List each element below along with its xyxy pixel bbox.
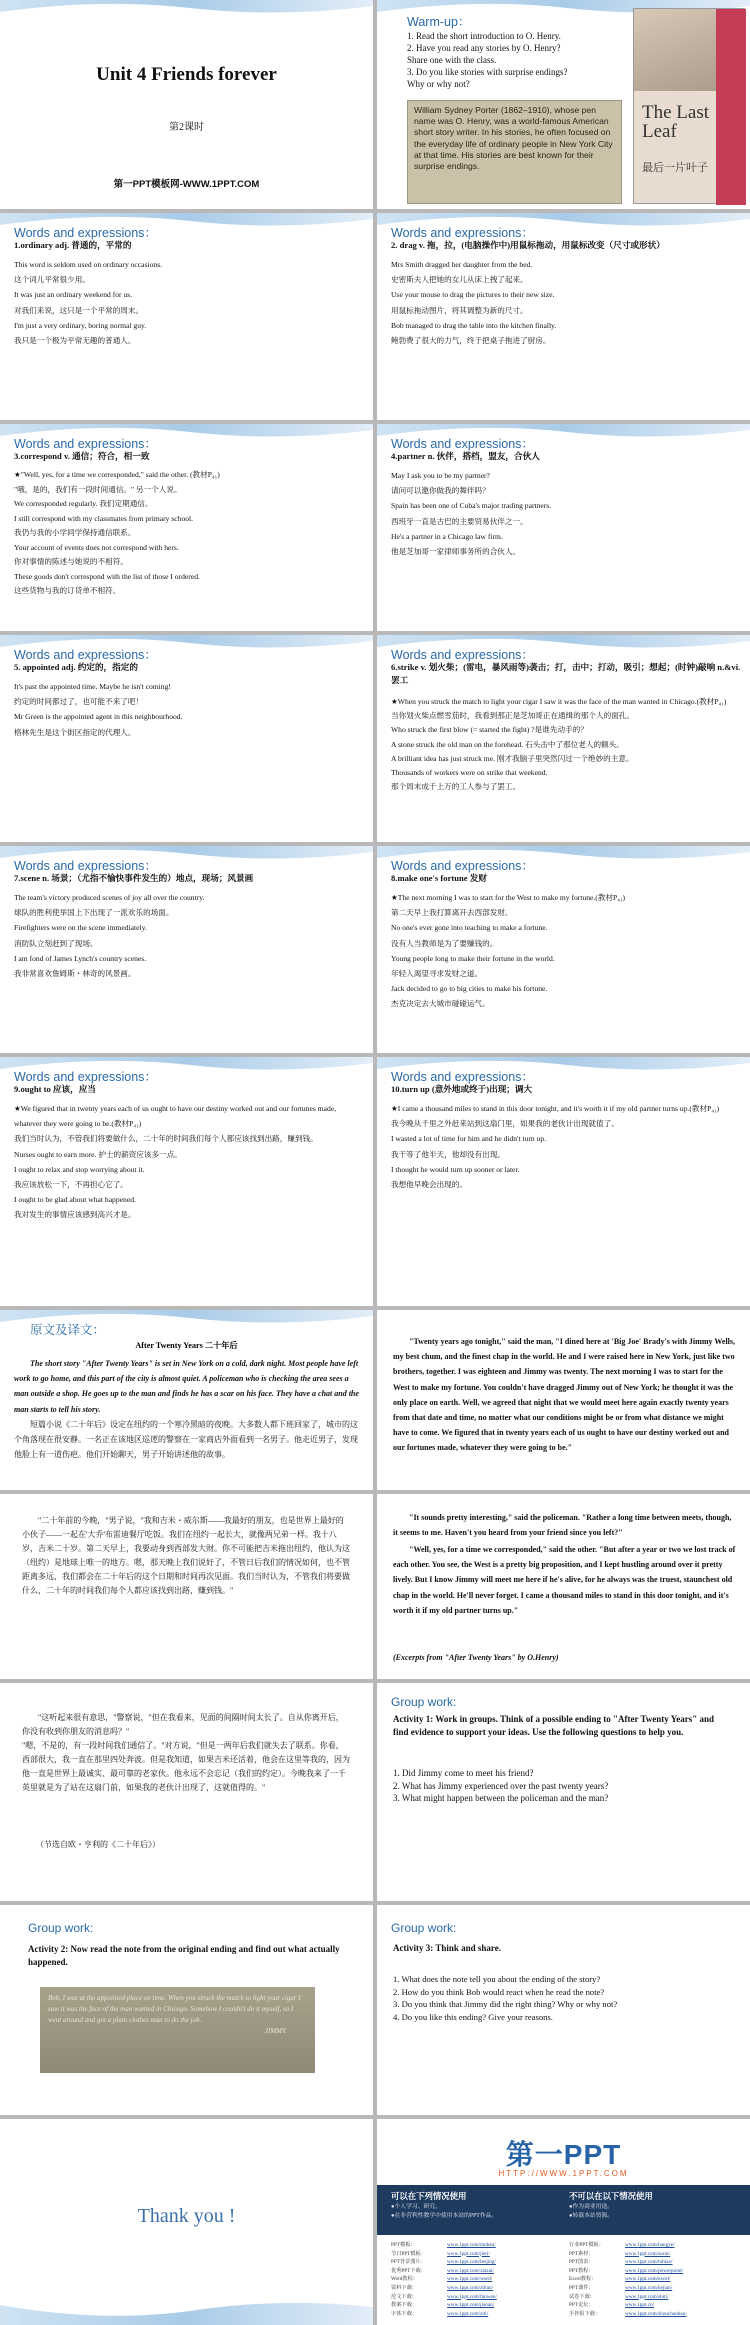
example-line: A stone struck the old man on the forehead. 石头击中了那位老人的额头。 — [391, 739, 624, 749]
slide-original-text — [0, 1310, 373, 1490]
slide-translation-part1 — [0, 1494, 373, 1679]
link-row — [391, 2258, 561, 2267]
section-heading: Words and expressions： — [14, 226, 157, 240]
example-line: 我仍与我的小学同学保持通信联系。 — [14, 528, 136, 537]
link-row — [569, 2258, 744, 2267]
example-line: Nurses ought to earn more. 护士的薪资应该多一点。 — [14, 1149, 182, 1159]
link-label: 资料下载： — [391, 2284, 417, 2291]
story-paragraph-2: "Well, yes, for a time we corresponded," said the other. "But after a year or two we lost track of each other. You see, the West is a pretty big proposition, and I kept hustling around over it pretty lively. But I know Jimmy will meet me here if he's alive, for he always was the truest, staunchest old chap in the world. He'll never forget. I came a thousand miles to stand in this door tonight, and it's worth it if my old partner turns up." — [393, 1545, 736, 1615]
link-row — [391, 2250, 561, 2259]
slide-thank-you — [0, 2119, 373, 2325]
thank-you-text: Thank you ! — [137, 2205, 236, 2227]
example-line: 杰克决定去大城市碰碰运气。 — [391, 999, 490, 1009]
link-row — [391, 2301, 561, 2310]
section-heading: Words and expressions： — [391, 1070, 534, 1084]
link-label: 手抄报下载： — [569, 2310, 601, 2317]
example-line: I ought to relax and stop worrying about it. — [14, 1164, 145, 1174]
link-url[interactable]: www.1ppt.com/hangye/ — [625, 2242, 675, 2248]
link-label: 范文下载： — [391, 2293, 417, 2300]
link-label: 节日PPT模板： — [391, 2250, 426, 2257]
slide-make-fortune — [377, 846, 750, 1053]
link-row — [569, 2310, 744, 2319]
question-item: 4. Do you like this ending? Give your reasons. — [393, 2011, 553, 2022]
example-line: We corresponded regularly. 我们定期通信。 — [14, 499, 153, 508]
example-line: 我非常喜欢詹姆斯・林奇的风景画。 — [14, 969, 136, 979]
example-list — [14, 468, 365, 599]
example-line: These goods don't correspond with the list of those I ordered. — [14, 571, 200, 581]
link-url[interactable]: www.1ppt.com/beijing/ — [447, 2259, 496, 2266]
link-url[interactable]: www.1ppt.com/tubiao/ — [625, 2259, 673, 2266]
usage-banner — [377, 2185, 750, 2235]
example-line: 请问可以邀你做我的舞伴吗？ — [391, 486, 490, 496]
example-line: 对我们来说，这只是一个平常的周末。 — [14, 305, 144, 315]
example-list — [391, 257, 742, 348]
example-list — [391, 468, 742, 559]
activity-2: Activity 2: Now read the note from the original ending and find out what actually happened. — [28, 1944, 340, 1967]
example-line: 没有人当教师是为了要赚钱的。 — [391, 938, 498, 948]
example-line: 那个周末成千上万的工人参与了罢工。 — [391, 782, 521, 792]
slide-group-work-2 — [0, 1905, 373, 2115]
bio-card: William Sydney Porter (1862–1910), whose pen name was O. Henry, was a world-famous American short story writer. In his stories, he often focused on the everyday life of ordinary people in New York City at that time. His stories are best known for their surprise endings. — [407, 100, 622, 204]
link-label: PPT论坛： — [569, 2302, 594, 2309]
allowed-list — [391, 2203, 497, 2221]
link-label: 行业PPT模板： — [569, 2242, 604, 2248]
section-heading: Words and expressions： — [14, 859, 157, 873]
example-line: 我干等了他半天，他却没有出现。 — [391, 1149, 505, 1159]
example-line: 我今晚从千里之外赶来站到这扇门里，如果我的老伙计出现就值了。 — [391, 1119, 619, 1129]
warmup-heading: Warm-up： — [407, 15, 471, 29]
link-label: PPT素材： — [569, 2250, 594, 2257]
example-line: 你对事情的陈述与她说的不相符。 — [14, 557, 128, 566]
slide-translation-part2 — [0, 1683, 373, 1901]
example-line: Bob managed to drag the table into the kitchen finally. — [391, 320, 557, 330]
link-url[interactable]: www.1ppt.com/jieri/ — [447, 2250, 490, 2257]
disallowed-title: 不可以在以下情况使用 — [569, 2191, 653, 2201]
lesson-period: 第2课时 — [169, 122, 204, 133]
example-line: A brilliant idea has just struck me. 刚才我脑子里突然闪过一个绝妙的主意。 — [391, 753, 634, 763]
link-label: PPT图表： — [569, 2259, 594, 2266]
slide-ought-to — [0, 1057, 373, 1306]
question-item: 3. Do you think that Jimmy did the right thing? Why or why not? — [393, 1999, 618, 2009]
link-row — [569, 2284, 744, 2293]
word-entry: 2. drag v. 拖，拉，(电脑操作中)用鼠标拖动，用鼠标改变（尺寸或形状） — [391, 240, 665, 250]
disallowed-list — [569, 2203, 613, 2221]
link-label: 优秀PPT下载： — [391, 2267, 426, 2274]
word-entry: 7.scene n. 场景；（尤指不愉快事件发生的）地点，现场；风景画 — [14, 873, 254, 883]
warmup-question: Share one with the class. — [407, 55, 497, 65]
link-url[interactable]: www.1ppt.com/shouchaobao/ — [625, 2310, 687, 2317]
translation-paragraph: "这听起来很有意思，"警察说，"但在我看来，见面的间隔时间太长了。自从你离开后，你没有收到你朋友的消息吗？" "嗯，不是的，有一段时间我们通信了。"对方说，"但是一两年后我们就失去了联系。你看，西部很大，我一直在那里四处奔波。但是我知道，如果吉米还活着，他会在这里等我的，因为他一直是世界上最诚实、最可靠的老家伙。他永远不会忘记（我们的约定）。今晚我来了一千英里就是为了站在这扇门前，如果我的老伙计出现了，这就值得的。" — [22, 1713, 350, 1792]
example-line: 约定的时间都过了，也可能不来了吧！ — [14, 697, 144, 707]
example-line: He's a partner in a Chicago law firm. — [391, 531, 503, 541]
word-entry: 8.make one's fortune 发财 — [391, 873, 487, 883]
lesson-title: Unit 4 Friends forever — [96, 64, 277, 85]
example-line: 这个词儿平常很少用。 — [14, 275, 90, 285]
section-heading: Words and expressions： — [14, 648, 157, 662]
link-url[interactable]: www.1ppt.cn/ — [625, 2302, 655, 2309]
example-list — [14, 679, 365, 740]
link-row — [569, 2301, 744, 2310]
link-url[interactable]: www.1ppt.com/shiti/ — [625, 2293, 669, 2300]
example-line: 第二天早上我打算离开去西部发财。 — [391, 908, 513, 918]
link-url[interactable]: www.1ppt.com/excel/ — [625, 2276, 671, 2283]
example-list — [391, 695, 742, 794]
question-item: 1. Did Jimmy come to meet his friend? — [393, 1768, 534, 1778]
slide-drag — [377, 213, 750, 420]
link-url[interactable]: www.1ppt.com/moban/ — [447, 2242, 496, 2248]
links-column-1 — [391, 2241, 561, 2318]
question-item: 2. What has Jimmy experienced over the past twenty years? — [393, 1780, 609, 1791]
word-entry: 10.turn up (意外地或终于)出现；调大 — [391, 1084, 533, 1094]
example-line: Your account of events does not correspond with hers. — [14, 542, 179, 552]
example-line: Who struck the first blow (= started the fight) ?是谁先动手的？ — [391, 725, 588, 735]
link-url[interactable]: www.1ppt.com/kejian/ — [625, 2284, 673, 2291]
site-logo: 第一PPT — [505, 2139, 622, 2170]
example-line: Mr Green is the appointed agent in this neighbourhood. — [14, 712, 183, 722]
disallowed-item: ●作为商业用途。 — [569, 2204, 614, 2210]
wave-decoration — [0, 0, 373, 20]
word-entry: 6.strike v. 划火柴；(雷电，暴风雨等)袭击；打，击中；打动，吸引；想起；(时钟)敲响 n.&vi. 罢工 — [391, 662, 741, 685]
section-heading: Words and expressions： — [14, 1070, 157, 1084]
activity-3: Activity 3: Think and share. — [393, 1943, 501, 1953]
example-line: I wasted a lot of time for him and he didn't turn up. — [391, 1134, 547, 1144]
links-column-2 — [569, 2241, 744, 2318]
link-label: PPT课件： — [569, 2284, 594, 2291]
word-entry: 4.partner n. 伙伴，搭档，盟友，合伙人 — [391, 451, 540, 461]
link-label: PPT教程： — [569, 2267, 594, 2274]
link-label: PPT模板： — [391, 2242, 416, 2248]
link-row — [391, 2293, 561, 2302]
section-heading: 原文及译文： — [30, 1323, 106, 1337]
link-url[interactable]: www.1ppt.com/powerpoint/ — [625, 2267, 684, 2274]
book-cn-title: 最后一片叶子 — [642, 162, 708, 174]
slide-strike — [377, 635, 750, 842]
translation-paragraph: "二十年前的今晚，"男子说，"我和吉米・威尔斯——我最好的朋友，也是世界上最好的小伙子——一起在'大乔'布雷迪餐厅吃饭。我们在纽约一起长大，就像两兄弟一样。我十八岁，吉米二十岁。第二天早上，我要动身到西部发大财。你不可能把吉米拖出纽约，他认为这（纽约）是地球上唯一的地方。嗯，那天晚上我们说好了，不管日后我们的情况如何，也不管距离多远，我们都会在二十年后的这个日期和时间再次见面。我们当时认为，不管我们将要做什么，二十年的时间我们每个人都应该找到出路，赚到钱。" — [22, 1516, 350, 1595]
note-signature: JIMMY. — [264, 2027, 287, 2035]
link-url[interactable]: www.1ppt.com/ziliao/ — [447, 2284, 494, 2291]
example-line: ★I came a thousand miles to stand in this door tonight, and it's worth it if my old partner turns up.(教材P₄₁) — [391, 1104, 720, 1113]
activity-3-questions — [393, 1973, 742, 2023]
site-url: HTTP://WWW.1PPT.COM — [498, 2169, 629, 2178]
example-list — [14, 890, 365, 981]
slide-think-share — [377, 1905, 750, 2115]
example-line: I still correspond with my classmates from primary school. — [14, 513, 194, 523]
story-paragraph-1: "It sounds pretty interesting," said the policeman. "Rather a long time between meets, though, it seems to me. Haven't you heard from your friend since you left?" — [393, 1513, 732, 1538]
slide-appointed — [0, 635, 373, 842]
note-image — [40, 1987, 315, 2073]
example-line: 我只是一个极为平常无趣的普通人。 — [14, 336, 136, 346]
section-heading: Words and expressions： — [391, 859, 534, 873]
example-line: Spain has been one of Cuba's major trading partners. — [391, 501, 552, 511]
example-line: 消防队立刻赶到了现场。 — [14, 938, 98, 948]
link-row — [391, 2310, 561, 2319]
warmup-question: Why or why not? — [407, 79, 470, 89]
link-row — [391, 2284, 561, 2293]
example-line: ★We figured that in twenty years each of us ought to have our destiny worked out and our fortunes made, whatever they were going to be.(教材P₄₁) — [14, 1104, 337, 1129]
example-list — [391, 1101, 742, 1192]
section-heading: Words and expressions： — [391, 437, 534, 451]
example-line: 我想他早晚会出现的。 — [391, 1180, 467, 1190]
slide-ordinary — [0, 213, 373, 420]
example-line: "哦，是的，我们有一段时间通信。" 另一个人说。 — [14, 484, 182, 494]
word-entry: 1.ordinary adj. 普通的，平常的 — [14, 240, 132, 250]
disallowed-item: ●转载本站资源。 — [569, 2213, 614, 2219]
book-cover — [633, 8, 745, 204]
link-row — [391, 2267, 561, 2276]
question-item: 2. How do you think Bob would react when he read the note? — [393, 1986, 605, 1997]
translation-source: （节选自欧・亨利的《二十年后》） — [36, 1840, 160, 1849]
slide-story-part1 — [377, 1310, 750, 1490]
book-spine — [716, 9, 746, 205]
link-row — [569, 2241, 744, 2250]
example-line: 这些货物与我的订货单不相符。 — [14, 586, 121, 595]
example-line: 史密斯夫人把她的女儿从床上拽了起来。 — [391, 275, 528, 285]
example-line: No one's ever gone into teaching to make a fortune. — [391, 923, 548, 933]
link-url[interactable]: www.1ppt.com/jiaoan/ — [447, 2302, 495, 2309]
warmup-question: 2. Have you read any stories by O. Henry? — [407, 43, 561, 53]
link-label: 字体下载： — [391, 2310, 417, 2317]
note-text: Bob, I was at the appointed place on time. When you struck the match to light your cigar I saw it was the face of the man wanted in Chicago. Somehow I couldn't do it myself, so I went around and got a plain clothes man to do the job. — [48, 1994, 301, 2024]
example-line: 他是芝加哥一家律师事务所的合伙人。 — [391, 547, 521, 557]
example-line: I ought to be glad about what happened. — [14, 1195, 136, 1205]
example-line: 当你划火柴点燃雪茄时，我看到那正是芝加哥正在通缉的那个人的面孔。 — [391, 711, 634, 721]
example-line: 球队的胜利使举国上下出现了一派欢乐的场面。 — [14, 908, 174, 918]
example-line: The team's victory produced scenes of joy all over the country. — [14, 893, 205, 902]
group-heading: Group work: — [28, 1921, 94, 1935]
example-line: 用鼠标拖动图片，将其调整为新的尺寸。 — [391, 305, 528, 315]
site-credit: 第一PPT模板网-WWW.1PPT.COM — [113, 179, 260, 190]
group-heading: Group work: — [391, 1921, 457, 1935]
book-title: The Last Leaf — [642, 102, 710, 142]
group-heading: Group work: — [391, 1695, 457, 1709]
example-line: 年轻人渴望寻求发财之道。 — [391, 969, 483, 979]
allowed-title: 可以在下列情况使用 — [391, 2191, 467, 2201]
section-heading: Words and expressions： — [391, 226, 534, 240]
example-line: May I ask you to be my partner? — [391, 471, 490, 480]
example-line: Firefighters were on the scene immediately. — [14, 923, 147, 933]
section-heading: Words and expressions： — [391, 648, 534, 662]
slide-warmup — [377, 0, 750, 209]
example-line: Mrs Smith dragged her daughter from the bed. — [391, 260, 533, 269]
example-line: This word is seldom used on ordinary occasions. — [14, 260, 163, 269]
example-line: 我对发生的事情应该感到高兴才是。 — [14, 1210, 136, 1220]
slide-partner — [377, 424, 750, 631]
slide-site-ad — [377, 2119, 750, 2325]
link-label: 教案下载： — [391, 2302, 417, 2309]
story-source: (Excerpts from "After Twenty Years" by O.Henry) — [393, 1653, 559, 1662]
example-line: Young people long to make their fortune in the world. — [391, 953, 555, 963]
word-entry: 3.correspond v. 通信；符合，相一致 — [14, 451, 150, 461]
question-item: 1. What does the note tell you about the ending of the story? — [393, 1974, 601, 1984]
story-title: After Twenty Years 二十年后 — [135, 1341, 238, 1350]
word-entry: 9.ought to 应该，应当 — [14, 1084, 96, 1094]
example-line: 我应该放松一下，不再担心它了。 — [14, 1180, 128, 1190]
slide-group-work-1 — [377, 1683, 750, 1901]
section-heading: Words and expressions： — [14, 437, 157, 451]
example-line: Thousands of workers were on strike that weekend. — [391, 768, 548, 778]
slide-story-part2 — [377, 1494, 750, 1679]
link-row — [569, 2293, 744, 2302]
example-line: 格林先生是这个街区指定的代理人。 — [14, 727, 136, 737]
example-line: It was just an ordinary weekend for us. — [14, 290, 133, 300]
example-list — [14, 257, 365, 348]
example-list — [391, 890, 742, 1012]
wave-decoration — [0, 2297, 373, 2325]
link-url[interactable]: www.1ppt.com/ziti/ — [447, 2310, 489, 2317]
allowed-item: ●在非营利性教学中使用本站的PPT作品。 — [391, 2213, 498, 2219]
activity-1: Activity 1: Work in groups. Think of a possible ending to "After Twenty Years" and find evidence to support your ideas. Use the following questions to help you. — [393, 1714, 714, 1737]
link-url[interactable]: www.1ppt.com/xiazai/ — [447, 2267, 494, 2274]
example-line: I thought he would turn up sooner or later. — [391, 1164, 520, 1174]
example-line: It's past the appointed time. Maybe he isn't coming! — [14, 682, 171, 691]
story-paragraph: "Twenty years ago tonight," said the man, "I dined here at 'Big Joe' Brady's with Jimmy Wells, my best chum, and the finest chap in the world. He and I were raised here in New York, just like two brothers, together. I was eighteen and Jimmy was twenty. The next morning I was to start for the West to make my fortune. You couldn't have dragged Jimmy out of New York; he thought it was the only place on earth. Well, we agreed that night that we would meet here again exactly twenty years from that date and time, no matter what our conditions might be or from what distance we might have to come. We figured that in twenty years each of us ought to have our destiny worked out and our fortunes made, whatever they were going to be." — [393, 1337, 736, 1453]
link-row — [569, 2275, 744, 2284]
link-url[interactable]: www.1ppt.com/sucai/ — [625, 2250, 671, 2257]
example-line: Use your mouse to drag the pictures to their new size. — [391, 290, 555, 300]
warmup-question: 3. Do you like stories with surprise endings? — [407, 67, 568, 77]
slide-title — [0, 0, 373, 209]
link-label: 试卷下载： — [569, 2293, 595, 2300]
link-row — [569, 2267, 744, 2276]
word-entry: 5. appointed adj. 约定的，指定的 — [14, 662, 138, 672]
example-line: ★When you struck the match to light your cigar I saw it was the face of the man wanted in Chicago.(教材P₄₁) — [391, 697, 727, 706]
activity-1-questions — [393, 1767, 740, 1805]
slide-turn-up — [377, 1057, 750, 1306]
slide-correspond — [0, 424, 373, 631]
example-list — [14, 1101, 365, 1223]
example-line: ★The next morning I was to start for the West to make my fortune.(教材P₄₁) — [391, 893, 626, 902]
example-line: 鲍勃费了很大的力气，终于把桌子拖进了厨房。 — [391, 336, 551, 346]
example-line: I am fond of James Lynch's country scenes. — [14, 953, 147, 963]
warmup-question: 1. Read the short introduction to O. Henry. — [407, 31, 561, 41]
link-label: Excel教程： — [569, 2276, 597, 2283]
link-label: Word教程： — [391, 2276, 418, 2283]
intro-chinese: 短篇小说《二十年后》设定在纽约的一个寒冷黑暗的夜晚。大多数人都下班回家了，城市的这个角落现在很安静。一名正在该地区巡逻的警察在一家商店外面看到一名男子。他走近男子，发现他脸上有一道伤疤。他们开始聊天，男子开始讲述他的故事。 — [14, 1420, 358, 1459]
link-url[interactable]: www.1ppt.com/fanwen/ — [447, 2293, 497, 2300]
example-line: 西班牙一直是古巴的主要贸易伙伴之一。 — [391, 516, 528, 526]
question-item: 3. What might happen between the policeman and the man? — [393, 1793, 609, 1803]
allowed-item: ●个人学习、研究。 — [391, 2204, 441, 2210]
link-row — [391, 2275, 561, 2284]
link-label: PPT背景图片： — [391, 2259, 426, 2266]
example-line: 我们当时认为，不管我们将要做什么，二十年的时间我们每个人都应该找到出路，赚到钱。 — [14, 1134, 318, 1144]
link-url[interactable]: www.1ppt.com/word/ — [447, 2276, 493, 2283]
intro-english: The short story "After Twenty Years" is set in New York on a cold, dark night. Most people have left work to go home, and this part of the city is almost quiet. A policeman who is checking the area sees a man outside a shop. He goes up to the man and finds he has a scar on his face. They have a chat and the man starts to tell his story. — [14, 1359, 359, 1414]
link-row — [569, 2250, 744, 2259]
example-line: ★"Well, yes, for a time we corresponded," said the other. (教材P₄₁) — [14, 470, 220, 479]
slide-scene — [0, 846, 373, 1053]
example-line: I'm just a very ordinary, boring normal guy. — [14, 320, 147, 330]
warmup-questions — [407, 30, 622, 90]
example-line: Jack decided to go to big cities to make his fortune. — [391, 984, 548, 994]
link-row — [391, 2241, 561, 2250]
